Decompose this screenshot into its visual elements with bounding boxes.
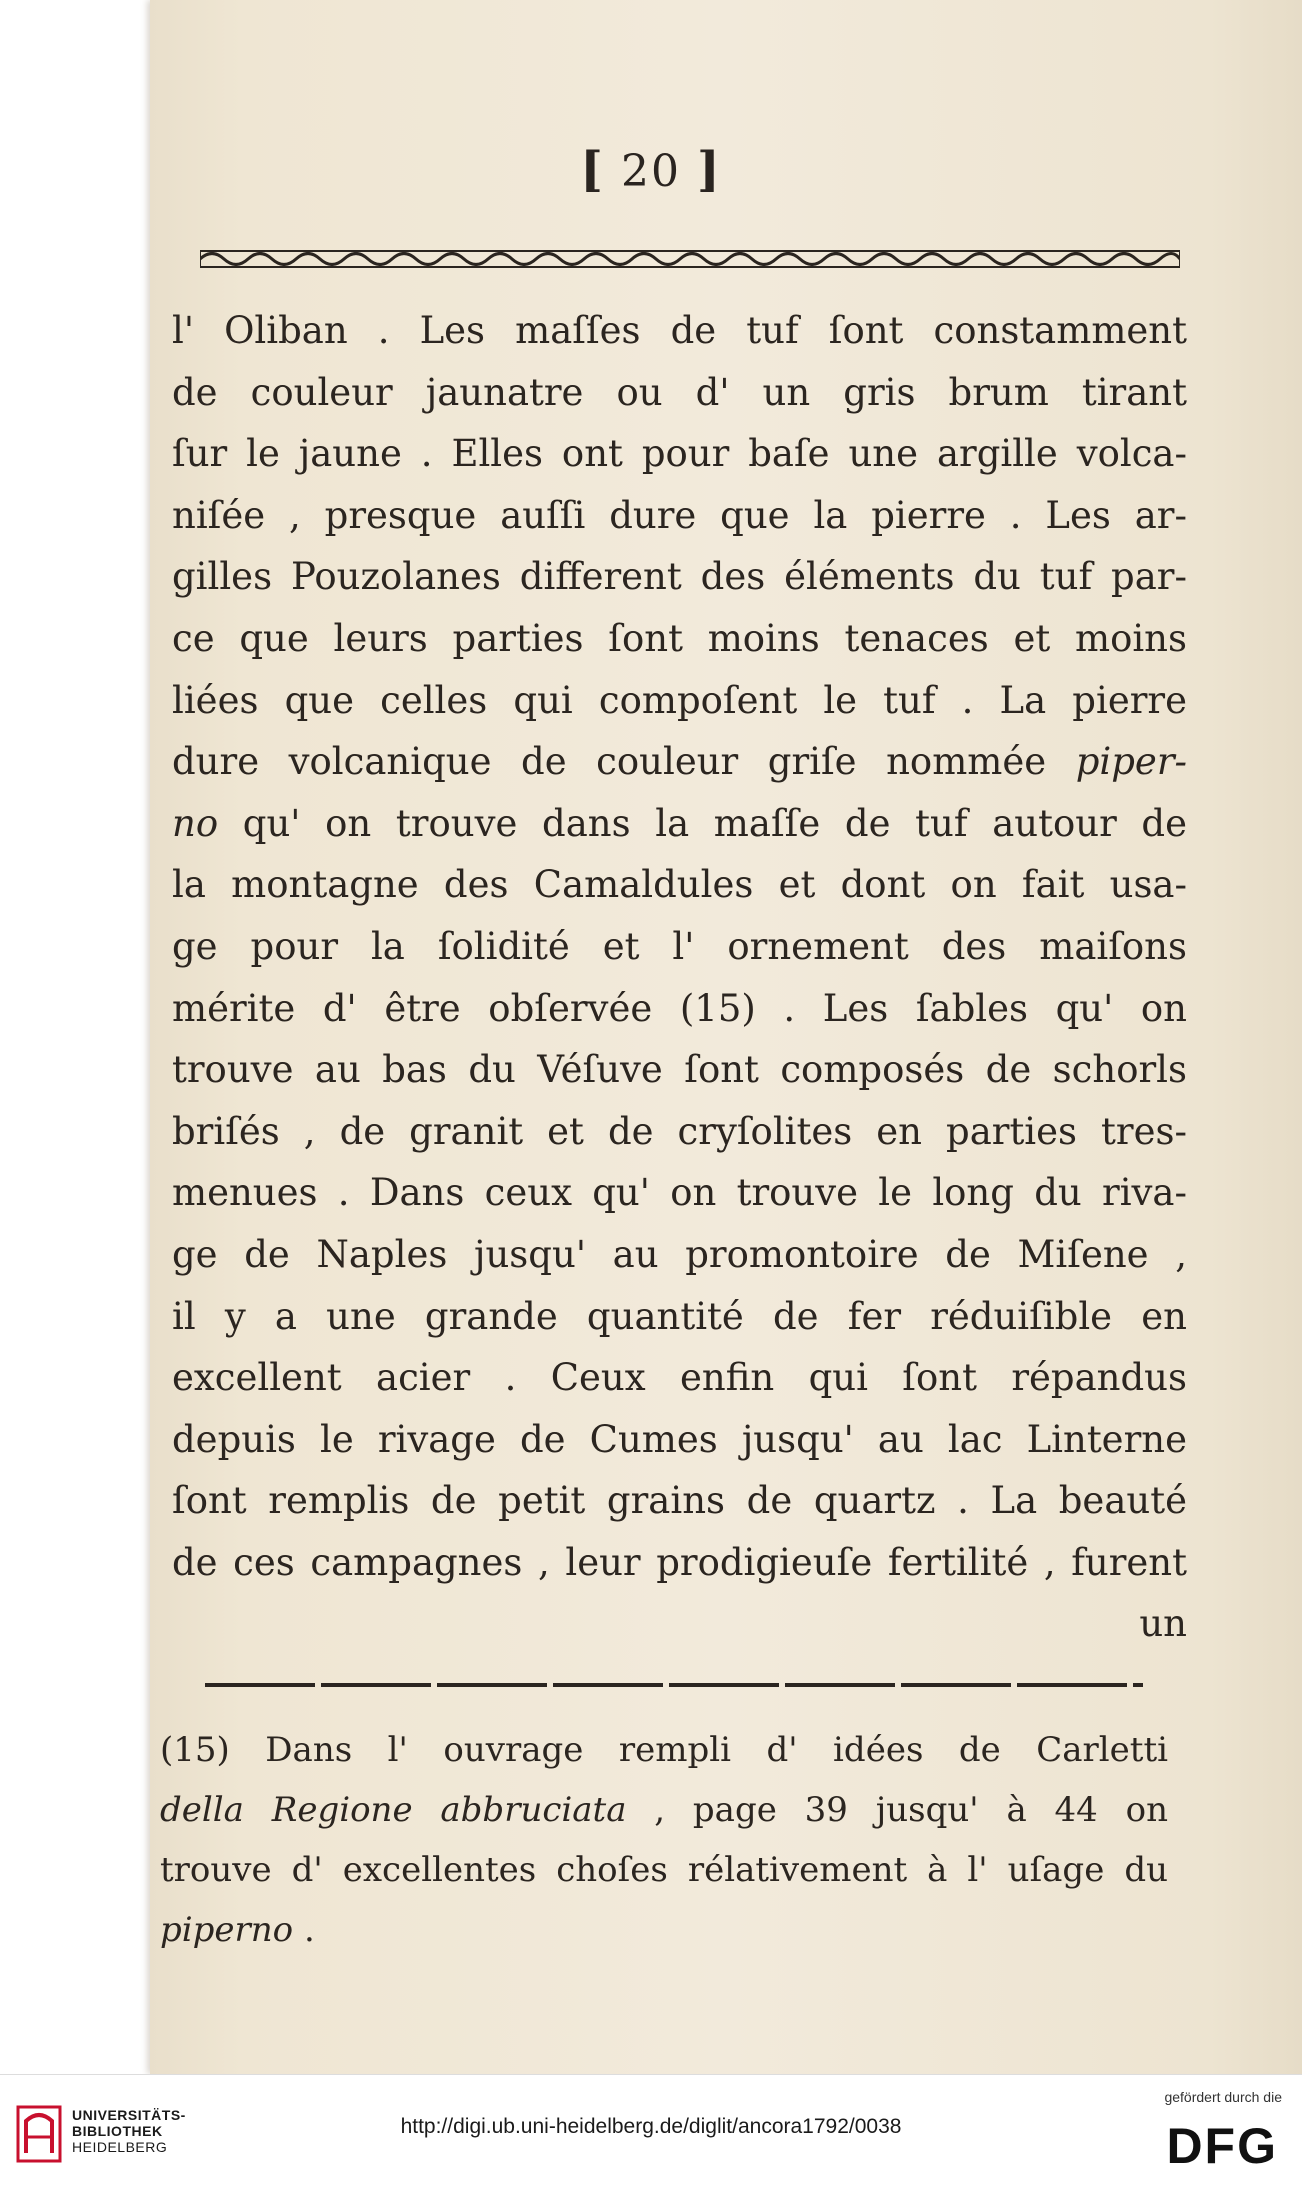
text-line: niſée , presque auſſi dure que la pierre . Les ar- xyxy=(172,493,1187,537)
text-line: ſont remplis de petit grains de quartz . La beauté xyxy=(172,1479,1187,1523)
university-name-line: UNIVERSITÄTS- xyxy=(72,2107,186,2123)
viewer-footer xyxy=(0,2074,1302,2185)
text-line: la montagne des Camaldules et dont on fait usa- xyxy=(172,863,1187,907)
footnote-rule xyxy=(205,1682,1143,1688)
text-segment: dure volcanique de couleur griſe nommée xyxy=(172,740,1047,784)
page-number-value: 20 xyxy=(621,146,681,197)
text-segment: qu' on trouve dans la maſſe de tuf autour de xyxy=(242,801,1188,845)
text-line: ge pour la ſolidité et l' ornement des maiſons xyxy=(172,924,1187,968)
text-segment: , page 39 jusqu' à 44 on xyxy=(626,1790,1168,1830)
text-line: ge de Naples jusqu' au promontoire de Miſene , xyxy=(172,1232,1187,1276)
body-text xyxy=(172,300,1187,1655)
text-line: briſés , de granit et de cryſolites en parties tres- xyxy=(172,1109,1187,1153)
italic-title: della Regione abbruciata xyxy=(160,1790,627,1830)
footnote-line: (15) Dans l' ouvrage rempli d' idées de Carletti xyxy=(160,1730,1168,1770)
italic-term: piperno xyxy=(160,1910,294,1950)
text-line: excellent acier . Ceux enfin qui ſont répandus xyxy=(172,1356,1187,1400)
footnote-line: trouve d' excellentes choſes rélativement à l' uſage du xyxy=(160,1850,1168,1890)
text-line: gilles Pouzolanes different des éléments du tuf par- xyxy=(172,555,1187,599)
text-line: depuis le rivage de Cumes jusqu' au lac Linterne xyxy=(172,1417,1187,1461)
dfg-logo: DFG xyxy=(1166,2118,1278,2174)
italic-term: piper- xyxy=(1075,740,1188,784)
text-line-with-italic xyxy=(172,793,1187,855)
text-line: ſur le jaune . Elles ont pour baſe une argille volca- xyxy=(172,432,1187,476)
footnote-line xyxy=(160,1780,1168,1840)
permalink-url[interactable]: http://digi.ub.uni-heidelberg.de/diglit/ancora1792/0038 xyxy=(400,2115,902,2138)
text-line: trouve au bas du Véſuve ſont composés de schorls xyxy=(172,1048,1187,1092)
text-segment: . xyxy=(293,1910,315,1950)
university-name-line: BIBLIOTHEK xyxy=(72,2123,163,2139)
funder-caption: gefördert durch die xyxy=(1164,2089,1282,2105)
text-line-with-italic xyxy=(172,731,1187,793)
text-line: de couleur jaunatre ou d' un gris brum tirant xyxy=(172,370,1187,414)
italic-term: no xyxy=(172,801,219,845)
footnote-line xyxy=(160,1900,1168,1960)
text-line: ce que leurs parties ſont moins tenaces et moins xyxy=(172,616,1187,660)
text-line: il y a une grande quantité de fer réduiſible en xyxy=(172,1294,1187,1338)
page-number xyxy=(0,142,1302,198)
header-ornament xyxy=(200,248,1180,270)
footnote xyxy=(160,1720,1168,1960)
university-name-line: HEIDELBERG xyxy=(72,2139,168,2155)
text-line: liées que celles qui compoſent le tuf . La pierre xyxy=(172,678,1187,722)
text-line: de ces campagnes , leur prodigieuſe fertilité , furent xyxy=(172,1540,1187,1584)
page-number-bracket-left: [ xyxy=(580,142,605,198)
text-line: menues . Dans ceux qu' on trouve le long du riva- xyxy=(172,1171,1187,1215)
catchword: un xyxy=(1139,1602,1187,1646)
text-line: mérite d' être obſervée (15) . Les ſables qu' on xyxy=(172,986,1187,1030)
text-line: l' Oliban . Les maſſes de tuf ſont constamment xyxy=(172,309,1187,352)
page-number-bracket-right: ] xyxy=(697,142,722,198)
